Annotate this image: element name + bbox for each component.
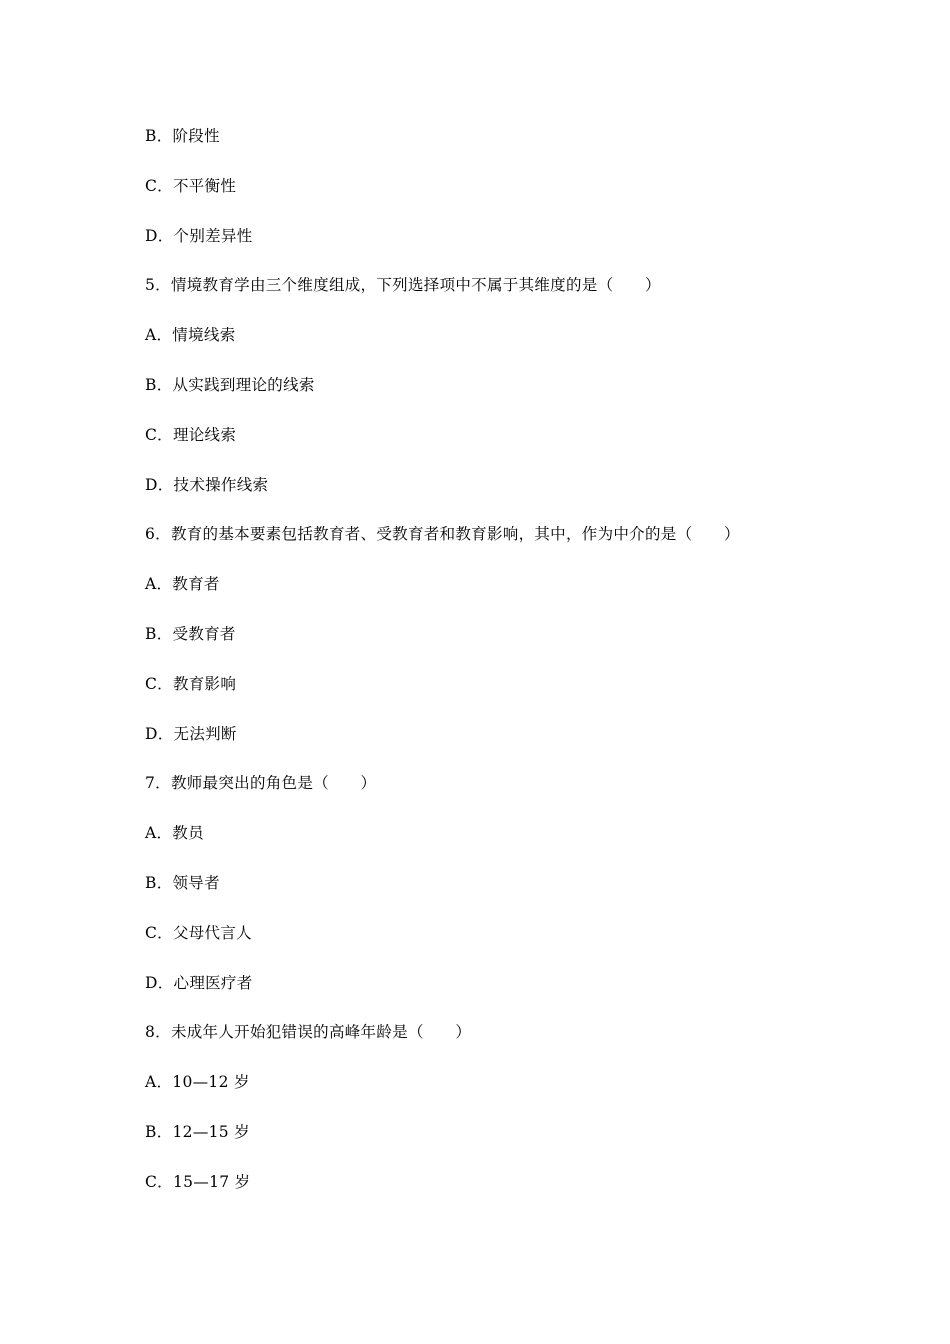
option-line: C．教育影响 (145, 674, 237, 693)
question-list (145, 124, 740, 1220)
option-line: D．技术操作线索 (145, 475, 269, 494)
option-line: B．受教育者 (145, 624, 236, 643)
option-line: C．理论线索 (145, 425, 237, 444)
option-line: A．教育者 (145, 575, 220, 594)
option-line: D．心理医疗者 (145, 973, 253, 992)
option-line: C．不平衡性 (145, 176, 237, 195)
option-line: A．教员 (145, 824, 204, 843)
option-line: D．无法判断 (145, 724, 237, 743)
question-line: 5．情境教育学由三个维度组成，下列选择项中不属于其维度的是（ ） (145, 276, 661, 295)
option-line: B．从实践到理论的线索 (145, 375, 315, 394)
option-line: B．领导者 (145, 873, 220, 892)
option-line: B．12—15 岁 (145, 1122, 250, 1141)
option-line: C．15—17 岁 (145, 1172, 251, 1191)
option-line: D．个别差异性 (145, 226, 253, 245)
question-line: 7．教师最突出的角色是（ ） (145, 774, 377, 793)
option-line: B．阶段性 (145, 127, 220, 145)
question-line: 8．未成年人开始犯错误的高峰年龄是（ ） (145, 1023, 472, 1042)
option-line: C．父母代言人 (145, 923, 252, 942)
option-line: A．10—12 岁 (145, 1073, 250, 1092)
question-line: 6．教育的基本要素包括教育者、受教育者和教育影响，其中，作为中介的是（ ） (145, 525, 740, 544)
option-line: A．情境线索 (145, 326, 236, 345)
